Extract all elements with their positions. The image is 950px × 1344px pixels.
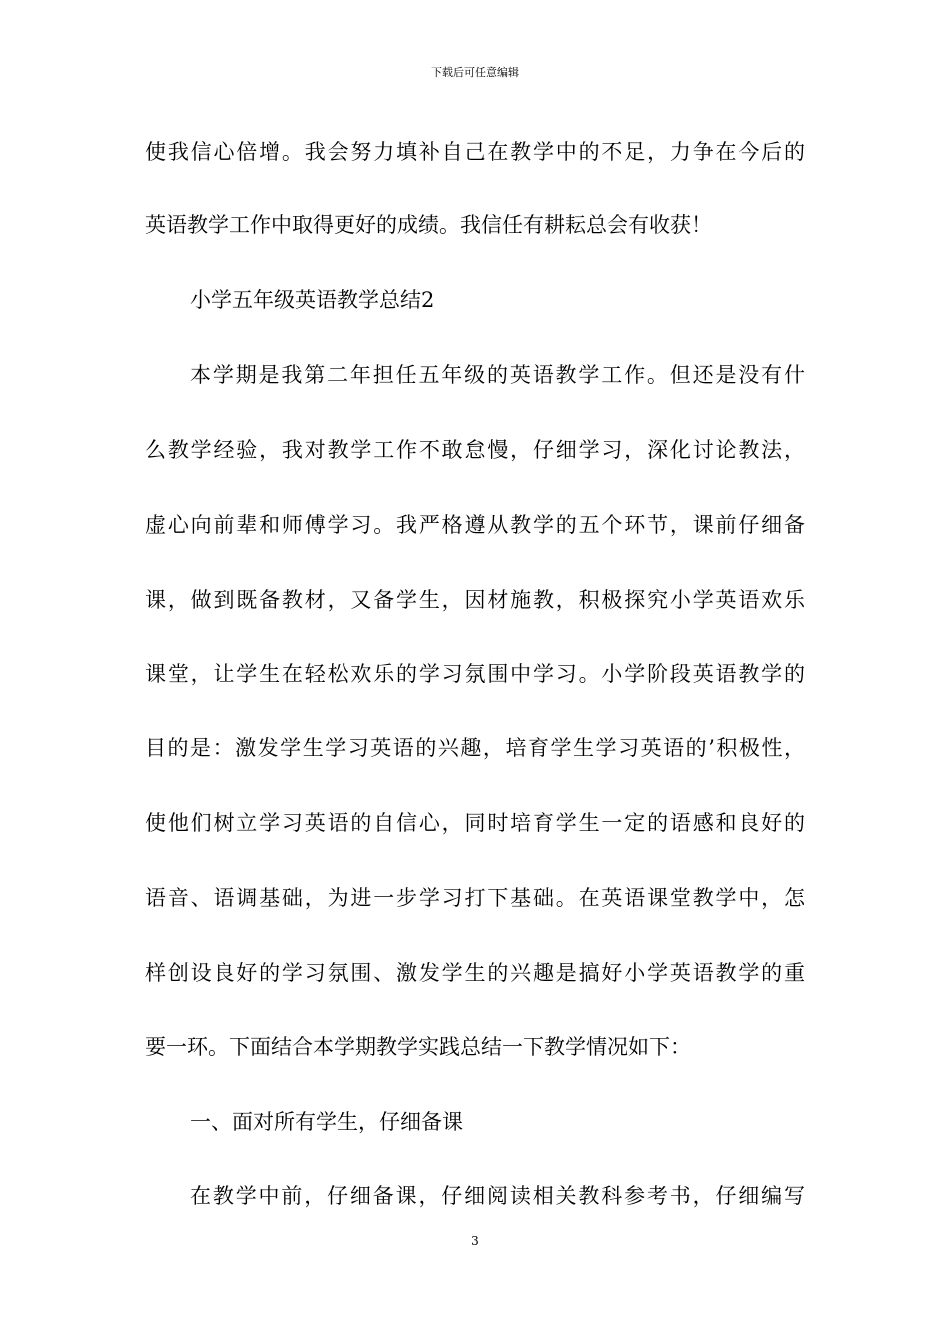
- body-line: 虚心向前辈和师傅学习。我严格遵从教学的五个环节，课前仔细备: [145, 513, 805, 537]
- body-line: 要一环。下面结合本学期教学实践总结一下教学情况如下：: [145, 1035, 691, 1059]
- body-line: 使他们树立学习英语的自信心，同时培育学生一定的语感和良好的: [145, 811, 805, 835]
- section-heading: 一、面对所有学生，仔细备课: [190, 1110, 463, 1134]
- page-header: 下载后可任意编辑: [431, 66, 519, 79]
- body-line: 课堂，让学生在轻松欢乐的学习氛围中学习。小学阶段英语教学的: [145, 662, 805, 686]
- body-line: 本学期是我第二年担任五年级的英语教学工作。但还是没有什: [190, 363, 805, 387]
- section-title: 小学五年级英语教学总结2: [190, 288, 435, 312]
- body-line: 目的是：激发学生学习英语的兴趣，培育学生学习英语的’积极性，: [145, 736, 805, 760]
- body-line: 课，做到既备教材，又备学生，因材施教，积极探究小学英语欢乐: [145, 588, 805, 612]
- body-line: 在教学中前，仔细备课，仔细阅读相关教科参考书，仔细编写: [190, 1184, 805, 1208]
- page-number: 3: [471, 1234, 479, 1248]
- body-line: 使我信心倍增。我会努力填补自己在教学中的不足，力争在今后的: [145, 140, 805, 164]
- body-line: 样创设良好的学习氛围、激发学生的兴趣是搞好小学英语教学的重: [145, 961, 805, 985]
- body-line: 语音、语调基础，为进一步学习打下基础。在英语课堂教学中，怎: [145, 886, 805, 910]
- body-line: 英语教学工作中取得更好的成绩。我信任有耕耘总会有收获！: [145, 213, 712, 237]
- body-line: 么教学经验，我对教学工作不敢怠慢，仔细学习，深化讨论教法，: [145, 438, 805, 462]
